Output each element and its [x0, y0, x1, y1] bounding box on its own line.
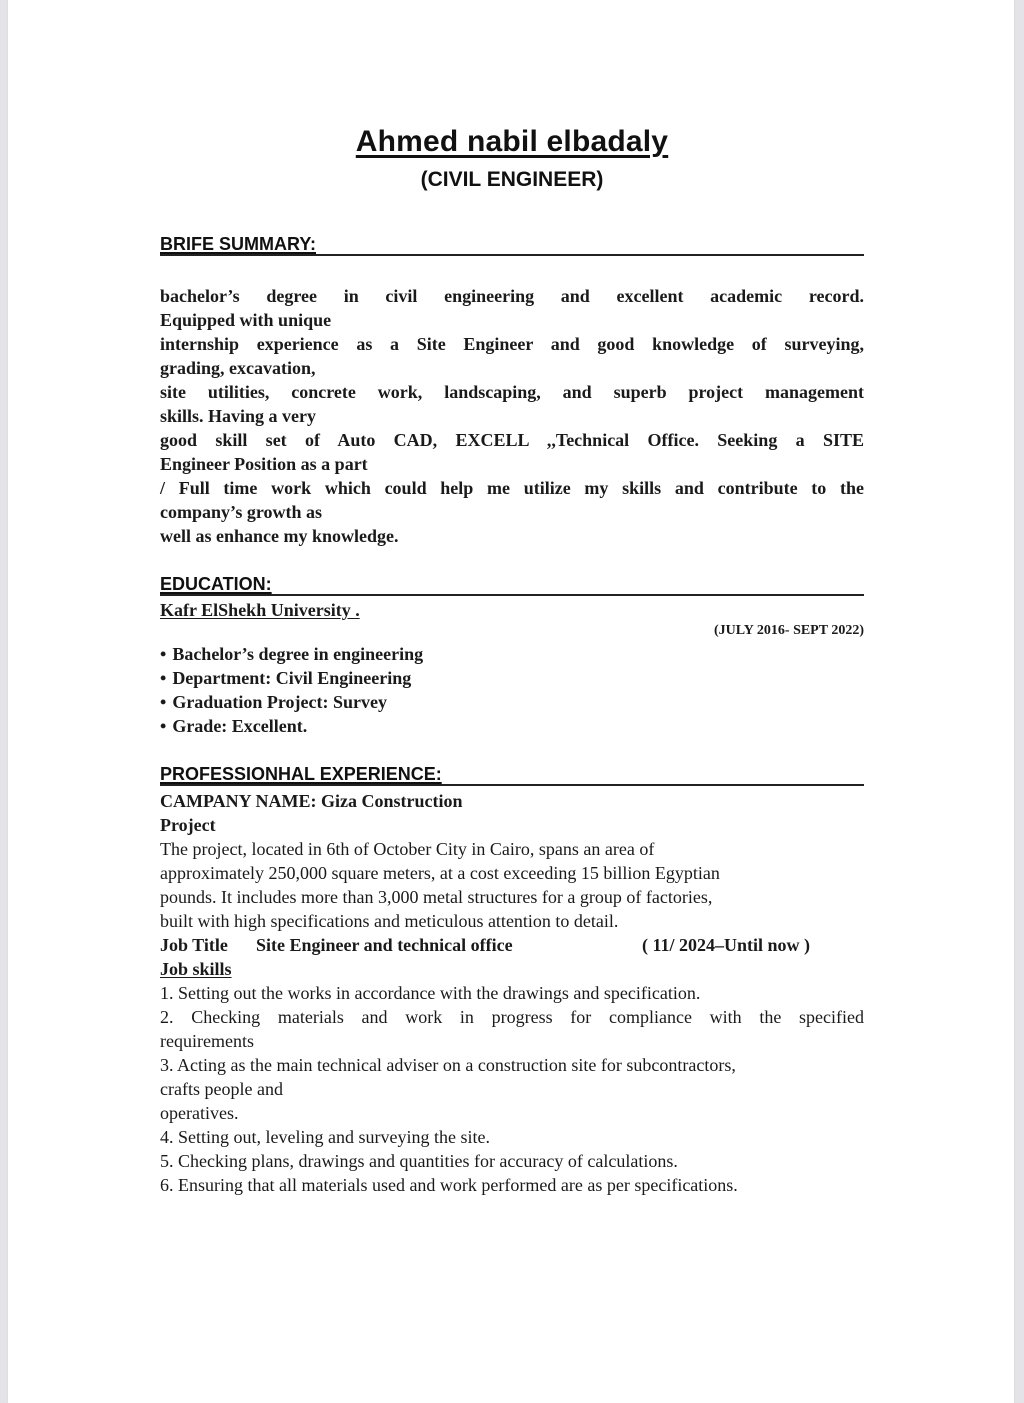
- project-line: pounds. It includes more than 3,000 metal structures for a group of factories,: [160, 887, 713, 907]
- summary-heading-text: BRIFE SUMMARY:: [160, 234, 316, 254]
- summary-line: well as enhance my knowledge.: [160, 526, 399, 546]
- job-title-label: Job Title: [160, 935, 228, 955]
- skill-line: 3. Acting as the main technical adviser on a construction site for subcontractors,: [160, 1055, 736, 1075]
- skill-line: 2. Checking materials and work in progress for compliance with the specified: [160, 1007, 864, 1027]
- skill-line: requirements: [160, 1031, 254, 1051]
- job-skills-list: [160, 981, 864, 1197]
- experience-heading: [160, 764, 864, 786]
- skill-line: 5. Checking plans, drawings and quantities for accuracy of calculations.: [160, 1151, 678, 1171]
- project-line: built with high specifications and meticulous attention to detail.: [160, 911, 619, 931]
- skill-line: crafts people and: [160, 1079, 283, 1099]
- skill-line: 6. Ensuring that all materials used and work performed are as per specifications.: [160, 1175, 738, 1195]
- education-bullet: • Department: Civil Engineering: [160, 666, 423, 690]
- summary-line: company’s growth as: [160, 502, 323, 522]
- job-skills-label: Job skills: [160, 959, 232, 979]
- university-name: Kafr ElShekh University .: [160, 600, 360, 620]
- summary-line: good skill set of Auto CAD, EXCELL ,,Technical Office. Seeking a SITE: [160, 430, 864, 450]
- candidate-name-text: Ahmed nabil elbadaly: [355, 125, 669, 158]
- summary-line: grading, excavation,: [160, 358, 316, 378]
- company-name: CAMPANY NAME: Giza Construction: [160, 791, 463, 811]
- summary-line: / Full time work which could help me utilize my skills and contribute to the: [160, 478, 864, 498]
- summary-line: Equipped with unique: [160, 310, 332, 330]
- summary-line: Engineer Position as a part: [160, 454, 368, 474]
- education-bullet: • Graduation Project: Survey: [160, 690, 423, 714]
- experience-heading-text: PROFESSIONHAL EXPERIENCE:: [160, 764, 442, 784]
- skill-line: 4. Setting out, leveling and surveying the site.: [160, 1127, 490, 1147]
- education-details-list: [160, 642, 423, 738]
- project-label: Project: [160, 815, 216, 835]
- project-line: approximately 250,000 square meters, at a cost exceeding 15 billion Egyptian: [160, 863, 720, 883]
- project-description: [160, 837, 864, 933]
- summary-line: internship experience as a Site Engineer and good knowledge of surveying,: [160, 334, 864, 354]
- education-heading-text: EDUCATION:: [160, 574, 272, 594]
- summary-heading: [160, 234, 864, 256]
- skill-line: operatives.: [160, 1103, 239, 1123]
- summary-line: skills. Having a very: [160, 406, 317, 426]
- summary-line: site utilities, concrete work, landscaping, and superb project management: [160, 382, 864, 402]
- job-dates: ( 11/ 2024–Until now ): [642, 935, 811, 955]
- project-line: The project, located in 6th of October City in Cairo, spans an area of: [160, 839, 655, 859]
- education-dates: (JULY 2016- SEPT 2022): [713, 623, 864, 638]
- job-title-row: [160, 933, 864, 957]
- summary-line: bachelor’s degree in civil engineering and excellent academic record.: [160, 286, 864, 306]
- candidate-name: [160, 125, 864, 159]
- education-bullet: • Bachelor’s degree in engineering: [160, 642, 423, 666]
- education-bullet: • Grade: Excellent.: [160, 714, 423, 738]
- job-title: Site Engineer and technical office: [256, 935, 513, 955]
- skill-line: 1. Setting out the works in accordance with the drawings and specification.: [160, 983, 701, 1003]
- candidate-role: (CIVIL ENGINEER): [420, 168, 604, 191]
- education-heading: [160, 574, 864, 596]
- resume-page: [8, 0, 1014, 1403]
- summary-text: [160, 284, 864, 548]
